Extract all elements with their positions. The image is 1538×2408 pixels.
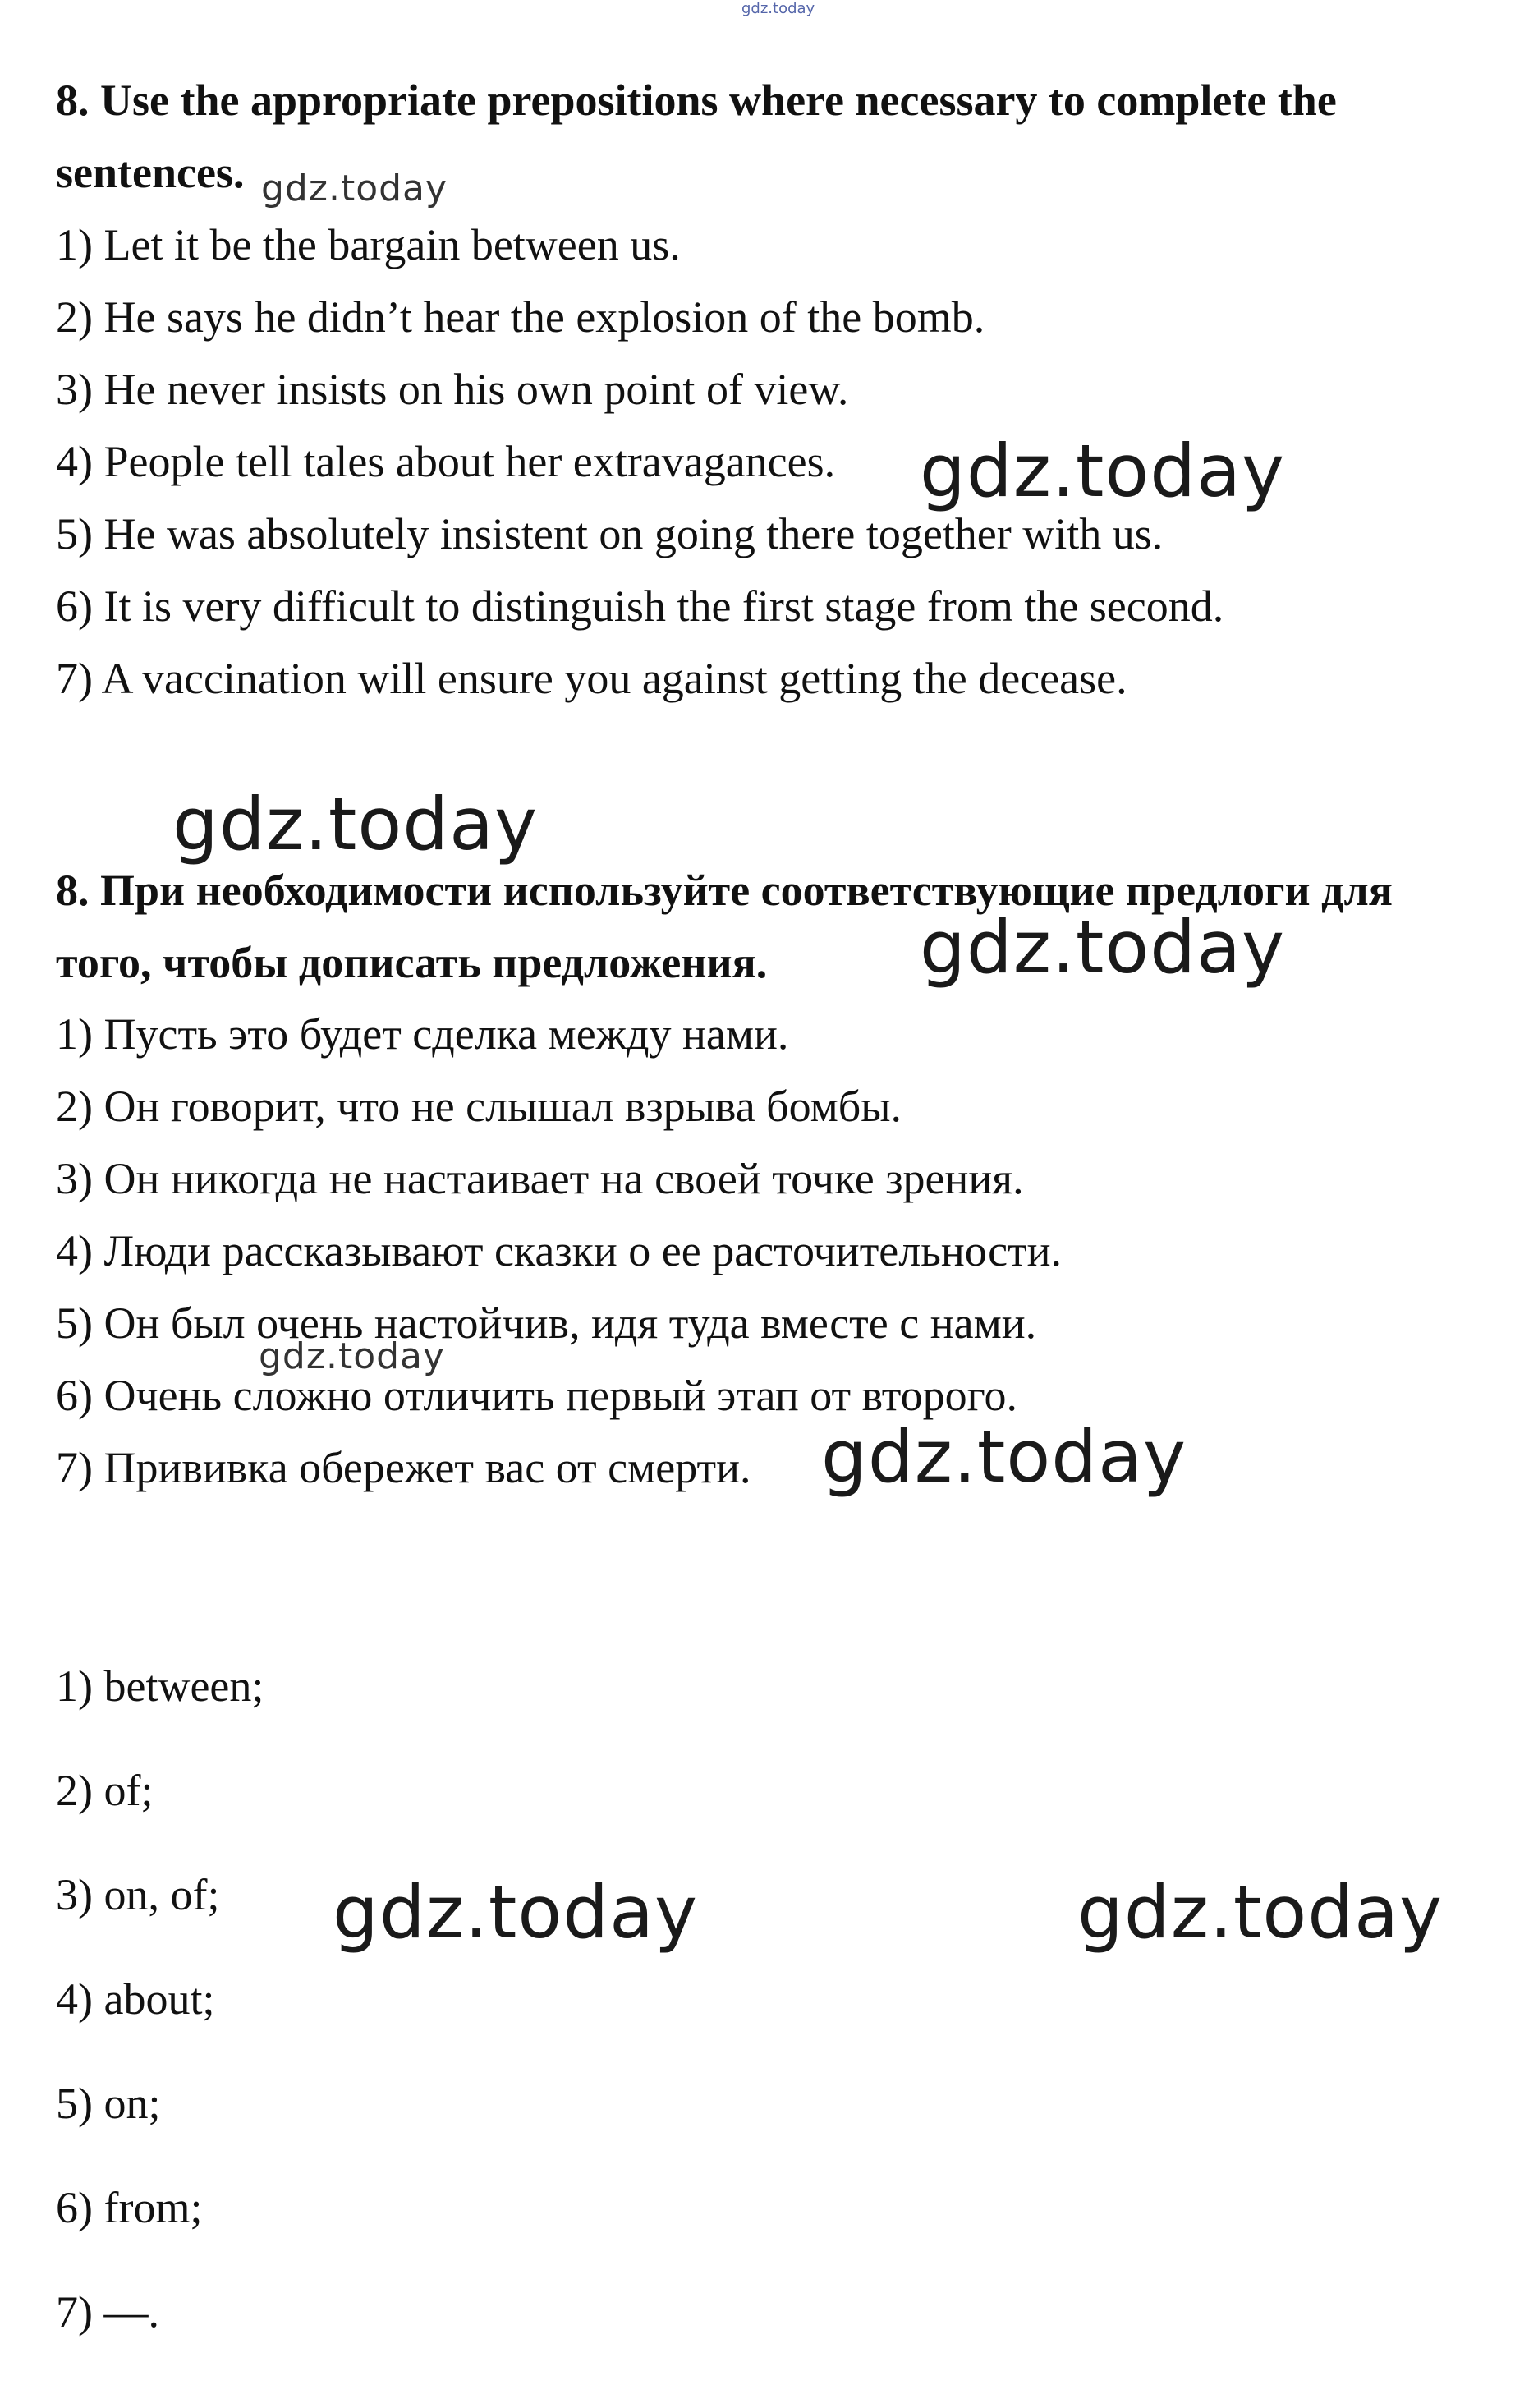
- watermark: gdz.today: [920, 905, 1286, 990]
- exercise-heading-russian: 8. При необходимости используйте соответствующие предлоги для того, чтобы дописать предложения.: [56, 866, 1393, 987]
- answer-2: 2) of;: [56, 1766, 154, 1815]
- sentence-russian-4: 4) Люди рассказывают сказки о ее расточительности.: [56, 1226, 1063, 1275]
- answer-3: 3) on, of;: [56, 1870, 220, 1919]
- answer-5: 5) on;: [56, 2079, 161, 2128]
- sentence-english-4: 4) People tell tales about her extravagances.: [56, 437, 836, 486]
- answer-6: 6) from;: [56, 2183, 203, 2232]
- watermark: gdz.today: [821, 1414, 1187, 1499]
- exercise-heading-english: 8. Use the appropriate prepositions where necessary to complete the sentences.: [56, 76, 1337, 197]
- sentence-english-3: 3) He never insists on his own point of view.: [56, 365, 849, 414]
- answer-1: 1) between;: [56, 1661, 264, 1711]
- sentence-english-1: 1) Let it be the bargain between us.: [56, 220, 681, 269]
- answer-list: [56, 1634, 264, 2364]
- sentence-russian-5: 5) Он был очень настойчив, идя туда вместе с нами.: [56, 1298, 1037, 1348]
- sentence-russian-7: 7) Прививка обережет вас от смерти.: [56, 1443, 751, 1492]
- sentence-russian-1: 1) Пусть это будет сделка между нами.: [56, 1009, 789, 1059]
- sentence-english-5: 5) He was absolutely insistent on going there together with us.: [56, 509, 1164, 558]
- answer-4: 4) about;: [56, 1974, 215, 2024]
- watermark: gdz.today: [333, 1870, 699, 1955]
- watermark: gdz.today: [259, 1335, 446, 1377]
- watermark: gdz.today: [1077, 1870, 1444, 1955]
- sentence-russian-2: 2) Он говорит, что не слышал взрыва бомбы.: [56, 1082, 902, 1131]
- sentence-english-2: 2) He says he didn’t hear the explosion of the bomb.: [56, 292, 985, 342]
- watermark: gdz.today: [261, 168, 448, 209]
- watermark-top: gdz.today: [741, 0, 815, 17]
- answer-7: 7) —.: [56, 2287, 159, 2337]
- sentence-russian-6: 6) Очень сложно отличить первый этап от второго.: [56, 1371, 1017, 1420]
- watermark: gdz.today: [920, 429, 1286, 513]
- sentence-english-7: 7) A vaccination will ensure you against getting the decease.: [56, 654, 1127, 703]
- watermark: gdz.today: [172, 782, 539, 866]
- sentence-english-6: 6) It is very difficult to distinguish the first stage from the second.: [56, 581, 1224, 631]
- sentence-russian-3: 3) Он никогда не настаивает на своей точке зрения.: [56, 1154, 1024, 1203]
